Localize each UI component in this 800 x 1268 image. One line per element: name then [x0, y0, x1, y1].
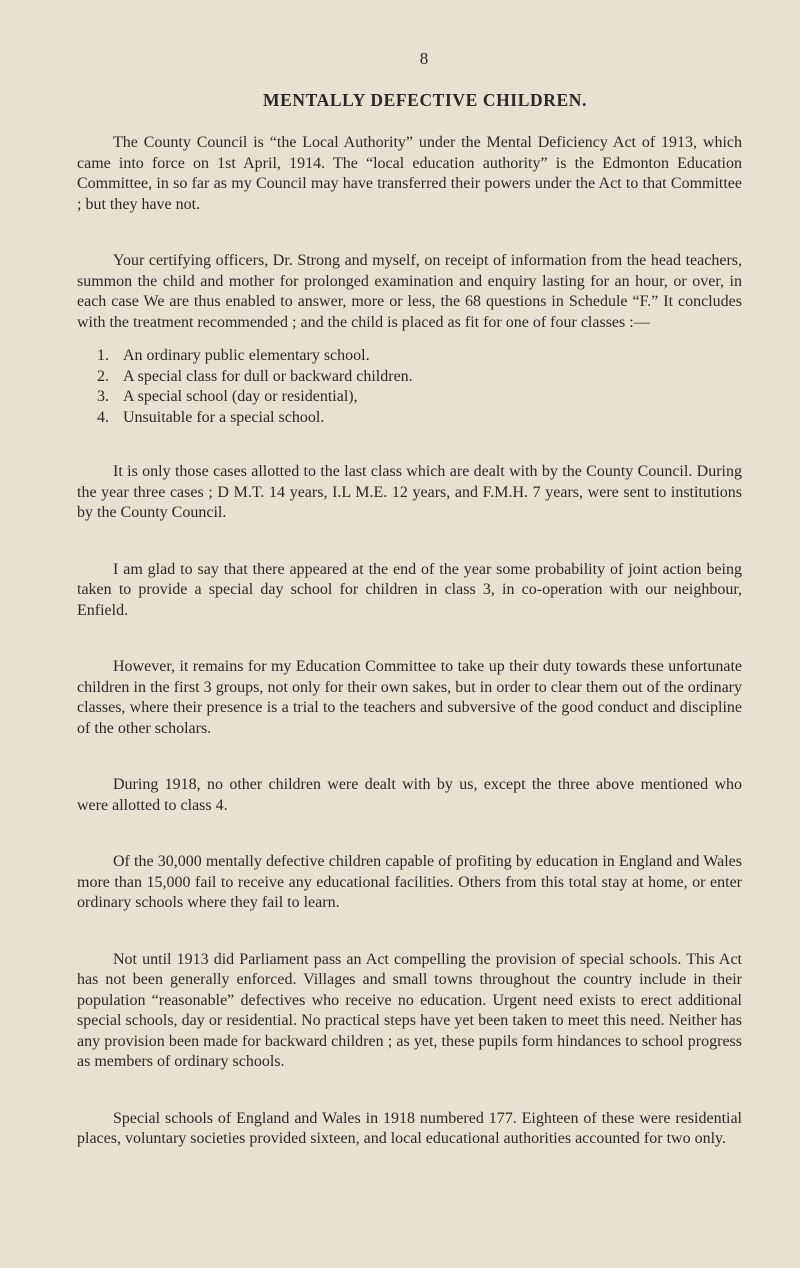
paragraph-special-schools-count: Special schools of England and Wales in 1918 numbered 177. Eighteen of these were residential places, voluntary societies provided sixteen, and local educational authorities accounted for two only. — [77, 1109, 742, 1147]
list-item-number: 4. — [97, 408, 109, 426]
paragraph-statistics: Of the 30,000 mentally defective children capable of profiting by education in England and Wales more than 15,000 fail to receive any educational facilities. Others from this total stay at home, or enter ordinary schools where they fail to learn. — [77, 853, 742, 911]
list-item-number: 3. — [97, 388, 109, 405]
list-item-text: An ordinary public elementary school. — [123, 347, 370, 364]
classes-list — [77, 346, 742, 428]
page-title: MENTALLY DEFECTIVE CHILDREN. — [263, 90, 587, 110]
list-item-text: A special class for dull or backward children. — [123, 367, 413, 385]
page-number: 8 — [419, 49, 429, 68]
paragraph-parliament-act: Not until 1913 did Parliament pass an Act compelling the provision of special schools. This Act has not been generally enforced. Villages and small towns throughout the country include in their population “reasonable” defectives who receive no education. Urgent need exists to erect additional special schools, day or residential. No practical steps have yet been taken to meet this need. Neither has any provision been made for backward children ; as yet, these pupils form hindances to school progress as members of ordinary schools. — [77, 950, 742, 1070]
paragraph-joint-action: I am glad to say that there appeared at the end of the year some probability of joint action being taken to provide a special day school for children in class 3, in co-operation with our neighbour, Enfield. — [77, 560, 742, 619]
paragraph-during-1918: During 1918, no other children were dealt with by us, except the three above mentioned who were allotted to class 4. — [77, 776, 742, 814]
paragraph-county-council-cases: It is only those cases allotted to the last class which are dealt with by the County Council. During the year three cases ; D M.T. 14 years, I.L M.E. 12 years, and F.M.H. 7 years, were sent to institutions by the County Council. — [77, 463, 742, 521]
list-item — [97, 346, 742, 367]
paragraph-certifying-officers: Your certifying officers, Dr. Strong and myself, on receipt of information from the head teachers, summon the child and mother for prolonged examination and enquiry lasting for an hour, or over, in each case We are thus enabled to answer, more or less, the 68 questions in Schedule “F.” It concludes with the treatment recommended ; and the child is placed as fit for one of four classes :— — [77, 252, 742, 331]
list-item — [97, 408, 742, 429]
document-body — [77, 133, 742, 1186]
list-item-number: 2. — [97, 367, 109, 385]
paragraph-education-committee-duty: However, it remains for my Education Committee to take up their duty towards these unfortunate children in the first 3 groups, not only for their own sakes, but in order to clear them out of the ordinary classes, where their presence is a trial to the teachers and subversive of the good conduct and discipline of the other scholars. — [77, 658, 742, 737]
list-item-number: 1. — [97, 347, 109, 364]
list-item — [97, 387, 742, 408]
paragraph-local-authority: The County Council is “the Local Authority” under the Mental Deficiency Act of 1913, which came into force on 1st April, 1914. The “local education authority” is the Edmonton Education Committee, in so far as my Council may have transferred their powers under the Act to that Committee ; but they have not. — [77, 134, 742, 213]
list-item-text: Unsuitable for a special school. — [123, 408, 325, 426]
list-item-text: A special school (day or residential), — [123, 388, 358, 405]
list-item — [97, 367, 742, 388]
